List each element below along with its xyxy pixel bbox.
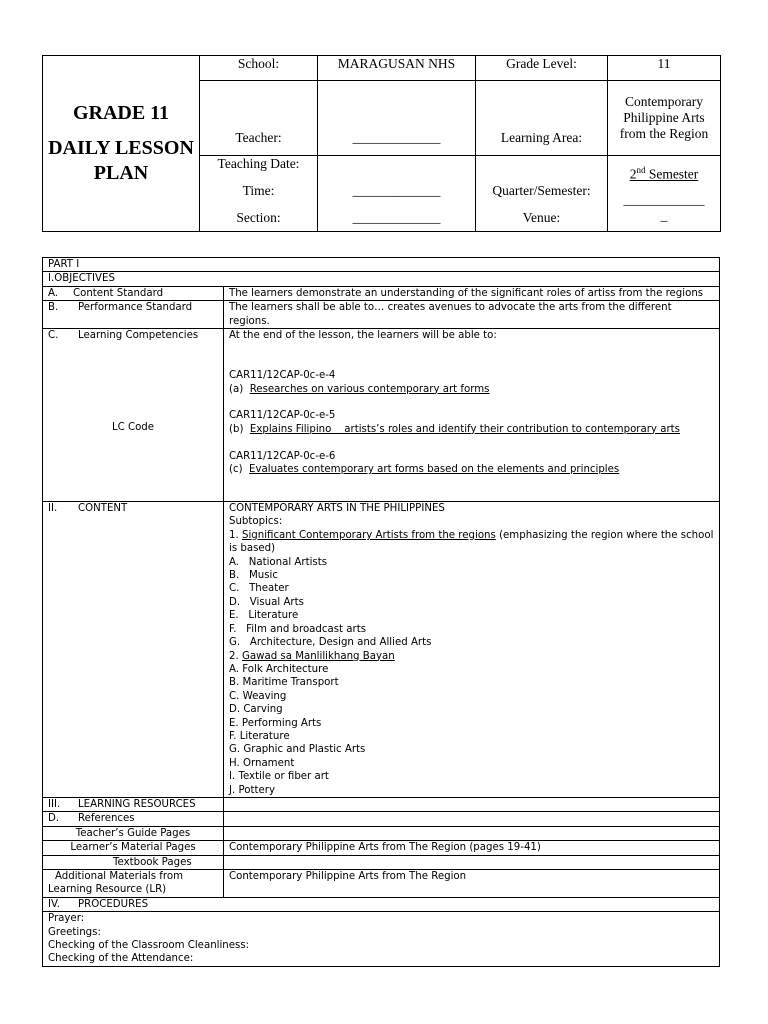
subtopic-1-note: (emphasizing the region where the school is based) — [229, 529, 714, 555]
competency-item — [229, 463, 714, 476]
lesson-plan-body-table — [42, 257, 720, 967]
venue-label: Venue: — [522, 210, 561, 225]
teachers-guide-value — [224, 826, 720, 840]
learners-material-label: Learner’s Material Pages — [43, 841, 224, 855]
title-grade: GRADE 11 — [72, 102, 170, 124]
list-item: G. Graphic and Plastic Arts — [229, 744, 366, 756]
performance-standard-num: B. — [48, 302, 59, 314]
learning-competencies-value — [224, 329, 720, 502]
list-item: B. Music — [229, 570, 278, 582]
time-label: Time: — [242, 183, 275, 198]
list-item: A. National Artists — [229, 556, 328, 568]
subtopic-2-num: 2. — [229, 650, 239, 662]
grade-level-value: 11 — [608, 56, 721, 81]
performance-standard-label — [43, 301, 224, 329]
section-value: _____________ — [352, 210, 441, 225]
additional-materials-line2: Learning Resource (LR) — [48, 884, 167, 896]
venue-value-line2: _ — [660, 207, 668, 223]
procedures-content — [43, 912, 720, 967]
list-item: I. Textile or fiber art — [229, 771, 329, 783]
list-item: G. Architecture, Design and Allied Arts — [229, 637, 432, 649]
additional-materials-value: Contemporary Philippine Arts from The Region — [224, 870, 720, 898]
document-title — [43, 56, 200, 232]
list-item: D. Visual Arts — [229, 596, 304, 608]
learning-area-label: Learning Area: — [476, 81, 608, 156]
content-standard-text-label: Content Standard — [73, 287, 164, 299]
additional-materials-line1: Additional Materials from — [55, 871, 184, 882]
learning-resources-num: III. — [48, 798, 61, 810]
procedure-line: Checking of the Classroom Cleanliness: — [48, 940, 250, 952]
competency-code: CAR11/12CAP-0c-e-5 — [229, 410, 336, 422]
subtopic-2 — [229, 650, 714, 663]
list-item: A. Folk Architecture — [229, 663, 329, 675]
content-standard-label — [43, 286, 224, 300]
learning-competencies-label — [43, 329, 224, 502]
teacher-label: Teacher: — [200, 81, 318, 156]
competency-letter: (b) — [229, 423, 244, 435]
list-item: C. Theater — [229, 583, 289, 595]
semester-suffix: nd — [636, 165, 646, 175]
teaching-date-label: Teaching Date: — [217, 156, 300, 171]
learning-resources-text-label: LEARNING RESOURCES — [78, 798, 196, 810]
learning-resources-value — [224, 797, 720, 811]
content-label — [43, 502, 224, 798]
subtopic-1-list — [229, 556, 714, 650]
performance-standard-text-label: Performance Standard — [78, 302, 193, 314]
competency-item — [229, 423, 714, 436]
semester-number: 2 — [629, 166, 637, 182]
list-item: J. Pottery — [229, 784, 275, 796]
semester-value — [610, 162, 718, 183]
list-item: D. Carving — [229, 704, 283, 716]
quarter-semester-label: Quarter/Semester: — [492, 183, 591, 198]
competency-item — [229, 383, 714, 396]
competency-text: Researches on various contemporary art forms — [249, 383, 490, 395]
date-time-section-labels — [200, 156, 318, 232]
subtopics-label: Subtopics: — [229, 516, 283, 528]
quarter-venue-labels — [476, 156, 608, 232]
section-label: Section: — [236, 210, 281, 225]
procedures-num: IV. — [48, 898, 60, 910]
competency-text: Evaluates contemporary art forms based on the elements and principles — [249, 464, 620, 476]
teacher-value: _____________ — [318, 81, 476, 156]
competency-letter: (a) — [229, 383, 244, 395]
content-value — [224, 502, 720, 798]
subtopic-2-list — [229, 663, 714, 797]
references-num: D. — [48, 813, 60, 825]
procedure-line: Checking of the Attendance: — [48, 953, 194, 965]
lesson-plan-header-table — [42, 55, 721, 232]
learning-competencies-intro: At the end of the lesson, the learners will be able to: — [229, 330, 497, 342]
list-item: H. Ornament — [229, 757, 295, 769]
content-title: CONTEMPORARY ARTS IN THE PHILIPPINES — [229, 503, 445, 515]
competency-code: CAR11/12CAP-0c-e-6 — [229, 450, 336, 462]
learners-material-value: Contemporary Philippine Arts from The Region (pages 19-41) — [224, 841, 720, 855]
procedure-line: Greetings: — [48, 926, 101, 938]
grade-level-label: Grade Level: — [476, 56, 608, 81]
semester-venue-values — [608, 156, 721, 232]
content-standard-num: A. — [48, 287, 59, 299]
school-label: School: — [200, 56, 318, 81]
references-value — [224, 812, 720, 826]
additional-materials-label — [43, 870, 224, 898]
references-label — [43, 812, 224, 826]
part-title: PART I — [43, 258, 720, 272]
learning-resources-label — [43, 797, 224, 811]
subtopic-1-title: Significant Contemporary Artists from the regions — [241, 529, 496, 541]
semester-word: Semester — [645, 166, 699, 182]
content-standard-value: The learners demonstrate an understanding of the significant roles of artiss from the regions — [224, 286, 720, 300]
procedures-text-label: PROCEDURES — [78, 898, 149, 910]
venue-value-line1: ____________ — [623, 191, 705, 207]
procedure-line: Prayer: — [48, 913, 85, 925]
learning-competencies-text-label: Learning Competencies — [78, 330, 199, 342]
competency-code: CAR11/12CAP-0c-e-4 — [229, 370, 336, 382]
objectives-title: I.OBJECTIVES — [43, 272, 720, 286]
content-text-label: CONTENT — [78, 503, 128, 515]
competency-text: Explains Filipino artists’s roles and identify their contribution to contemporary arts — [249, 423, 680, 435]
lc-code-label: LC Code — [111, 422, 155, 434]
list-item: B. Maritime Transport — [229, 677, 339, 689]
title-daily-lesson-plan: DAILY LESSON PLAN — [48, 137, 194, 184]
list-item: C. Weaving — [229, 690, 287, 702]
school-value: MARAGUSAN NHS — [318, 56, 476, 81]
subtopic-1 — [229, 529, 714, 556]
list-item: E. Performing Arts — [229, 717, 322, 729]
competency-letter: (c) — [229, 464, 243, 476]
time-section-values — [318, 156, 476, 232]
time-value: _____________ — [352, 183, 441, 198]
learning-area-value: Contemporary Philippine Arts from the Region — [608, 81, 721, 156]
learning-competencies-num: C. — [48, 330, 59, 342]
procedures-label — [43, 897, 720, 911]
subtopic-2-title: Gawad sa Manlilikhang Bayan — [241, 650, 395, 662]
textbook-pages-value — [224, 855, 720, 869]
list-item: F. Literature — [229, 730, 290, 742]
content-num: II. — [48, 503, 58, 515]
teachers-guide-label: Teacher’s Guide Pages — [43, 826, 224, 840]
list-item: E. Literature — [229, 610, 299, 622]
references-text-label: References — [78, 813, 135, 825]
textbook-pages-label: Textbook Pages — [43, 855, 224, 869]
list-item: F. Film and broadcast arts — [229, 623, 367, 635]
performance-standard-value: The learners shall be able to… creates avenues to advocate the arts from the different regions. — [224, 301, 720, 329]
subtopic-1-num: 1. — [229, 529, 239, 541]
